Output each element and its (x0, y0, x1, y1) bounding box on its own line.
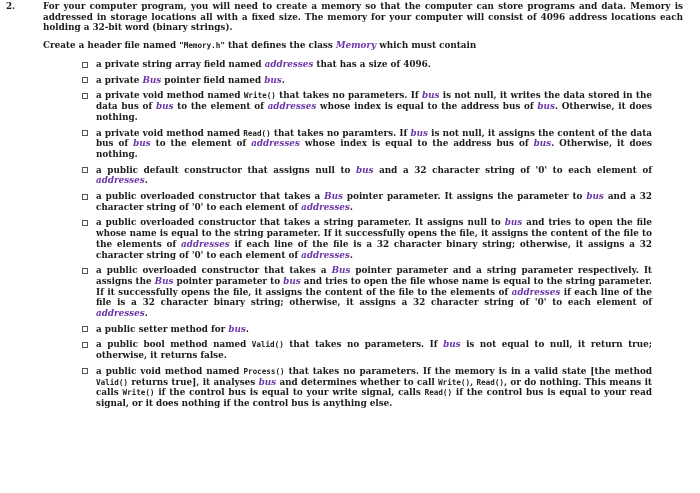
identifier: bus (537, 102, 555, 113)
checkbox-square-icon (82, 220, 88, 226)
requirement-text: pointer parameter to (173, 276, 284, 287)
identifier: bus (133, 139, 151, 150)
method-name: Read() (243, 128, 271, 138)
requirement-text: . (349, 202, 353, 213)
identifier: bus (421, 91, 440, 102)
requirement-text: whose index is equal to the address bus of (299, 139, 534, 150)
identifier: bus (586, 192, 604, 203)
requirements-list (76, 60, 652, 415)
requirement-text: a public bool method named (96, 340, 252, 351)
identifier: addresses (264, 60, 314, 70)
question-number: 2. (6, 2, 16, 12)
requirement-text: is not equal to null, it return true; otherwise, it returns false. (96, 340, 653, 362)
identifier: addresses (301, 202, 350, 213)
requirement-text: and tries to open the file whose name is equal to the string parameter. If it successfully opens the file, it assigns the content of the file to the elements of (96, 276, 652, 298)
identifier: addresses (96, 176, 145, 187)
create-instruction (43, 41, 683, 52)
method-name: Process() (243, 366, 285, 376)
requirement-item (76, 60, 652, 71)
requirement-text: a private void method named (96, 91, 244, 102)
requirement-text: and tries to open the file whose name is equal to the string parameter. If it successfully opens the file, it assigns the content of the file to the elements of (96, 218, 652, 250)
create-text-after: which must contain (376, 41, 477, 51)
identifier: bus (264, 75, 282, 86)
method-name: Write() (122, 388, 155, 398)
requirement-text: . (144, 309, 148, 320)
requirement-text: that has a size of 4096. (313, 60, 431, 70)
requirement-item (76, 325, 652, 336)
identifier: addresses (511, 287, 561, 298)
header-filename: "Memory.h" (179, 41, 225, 50)
requirement-text: and a 32 character string of '0' to each element of (373, 165, 652, 176)
identifier: bus (155, 102, 174, 113)
method-name: Write() (438, 377, 471, 387)
requirement-item (76, 340, 652, 361)
identifier: bus (355, 165, 374, 176)
checkbox-square-icon (82, 167, 88, 173)
identifier: addresses (251, 139, 300, 150)
requirement-text: . Otherwise, it does nothing. (96, 139, 653, 160)
identifier: Bus (331, 266, 351, 277)
requirement-text: that takes no paramters. If (270, 128, 411, 139)
identifier: bus (504, 218, 523, 229)
requirement-text: pointer parameter. It assigns the parameter to (342, 192, 587, 203)
checkbox-square-icon (82, 93, 88, 99)
method-name: Read() (424, 388, 453, 398)
requirement-text: to the element of (173, 102, 268, 113)
requirement-text: pointer parameter and a string parameter respectively. It assigns the (96, 266, 652, 287)
requirement-text: , or do nothing. This means it calls (96, 377, 652, 399)
checkbox-square-icon (82, 268, 88, 274)
requirement-item (76, 192, 652, 213)
requirement-text: a public setter method for (96, 324, 229, 335)
requirement-item (76, 91, 652, 123)
requirement-item (76, 218, 652, 261)
requirement-item (76, 76, 652, 87)
checkbox-square-icon (82, 130, 88, 136)
requirement-text: a private (96, 75, 143, 86)
create-text-before: Create a header file named (43, 41, 180, 51)
identifier: addresses (96, 309, 145, 320)
checkbox-square-icon (82, 77, 88, 83)
requirement-text: and determines whether to call (276, 377, 439, 388)
requirement-item (76, 166, 652, 187)
requirement-text: a public overloaded constructor that takes a (96, 192, 325, 203)
checkbox-square-icon (82, 62, 88, 68)
create-text-middle: that defines the class (224, 41, 336, 51)
method-name: Write() (243, 91, 276, 101)
requirement-text: . (349, 250, 353, 261)
requirement-text: a private string array field named (96, 60, 265, 70)
identifier: bus (228, 324, 246, 335)
requirement-text: , (470, 377, 477, 388)
checkbox-square-icon (82, 326, 88, 332)
requirement-text: a public default constructor that assigns null to (96, 165, 356, 176)
requirement-text: . (281, 75, 285, 86)
identifier: Bus (154, 276, 174, 287)
requirement-text: whose index is equal to the address bus of (316, 102, 538, 113)
requirement-item (76, 367, 652, 410)
checkbox-square-icon (82, 342, 88, 348)
requirement-text: . Otherwise, it does nothing. (96, 102, 652, 123)
method-name: Read() (476, 377, 504, 387)
checkbox-square-icon (82, 368, 88, 374)
identifier: bus (443, 340, 461, 351)
checkbox-square-icon (82, 194, 88, 200)
class-name: Memory (335, 41, 377, 51)
identifier: bus (533, 139, 552, 150)
requirement-text: if each line of the file is a 32 character binary string; otherwise, it assigns a 32 character string of '0' to each element of (96, 239, 652, 261)
identifier: bus (410, 128, 428, 139)
requirement-text: if the control bus is equal to your read signal, or it does nothing if the control bus is anything else. (96, 388, 652, 409)
requirement-text: to the element of (150, 139, 252, 150)
requirement-text: returns true], it analyses (128, 377, 259, 388)
identifier: Bus (142, 75, 162, 86)
requirement-text: is not null, it assigns the content of the data bus of (96, 128, 652, 150)
requirement-text: is not null, it writes the data stored in the data bus of (96, 91, 652, 113)
requirement-text: . (144, 176, 148, 187)
identifier: bus (283, 276, 301, 287)
requirement-text: and a 32 character string of '0' to each element of (96, 192, 652, 213)
intro-paragraph: For your computer program, you will need to create a memory so that the computer can store programs and data. Memory is addressed in storage locations all with a fixed size. The memory for your computer will consist of 4096 address locations each holding a 32-bit word (binary strings). (43, 2, 683, 34)
requirement-text: that takes no parameters. If the memory is in a valid state [the method (284, 366, 652, 377)
requirement-item (76, 266, 652, 320)
requirement-text: if the control bus is equal to your write signal, calls (154, 388, 425, 399)
requirement-text: a private void method named (96, 128, 244, 139)
requirement-item (76, 129, 652, 161)
requirement-text: a public overloaded constructor that takes a string parameter. It assigns null to (96, 218, 505, 229)
requirement-text: pointer field named (161, 75, 265, 86)
requirement-text: a public overloaded constructor that takes a (96, 266, 332, 277)
identifier: addresses (301, 250, 350, 261)
requirement-text: that takes no parameters. If (283, 340, 444, 351)
identifier: addresses (180, 239, 230, 250)
identifier: addresses (267, 102, 317, 113)
method-name: Valid() (251, 340, 284, 350)
requirement-text: if each line of the file is a 32 character binary string; otherwise, it assigns a 32 character string of '0' to each element of (96, 287, 652, 309)
requirement-text: . (245, 324, 249, 335)
requirement-text: a public void method named (96, 366, 244, 377)
method-name: Valid() (96, 377, 129, 387)
identifier: Bus (324, 192, 343, 203)
requirement-text: that takes no parameters. If (275, 91, 422, 102)
identifier: bus (258, 377, 277, 388)
